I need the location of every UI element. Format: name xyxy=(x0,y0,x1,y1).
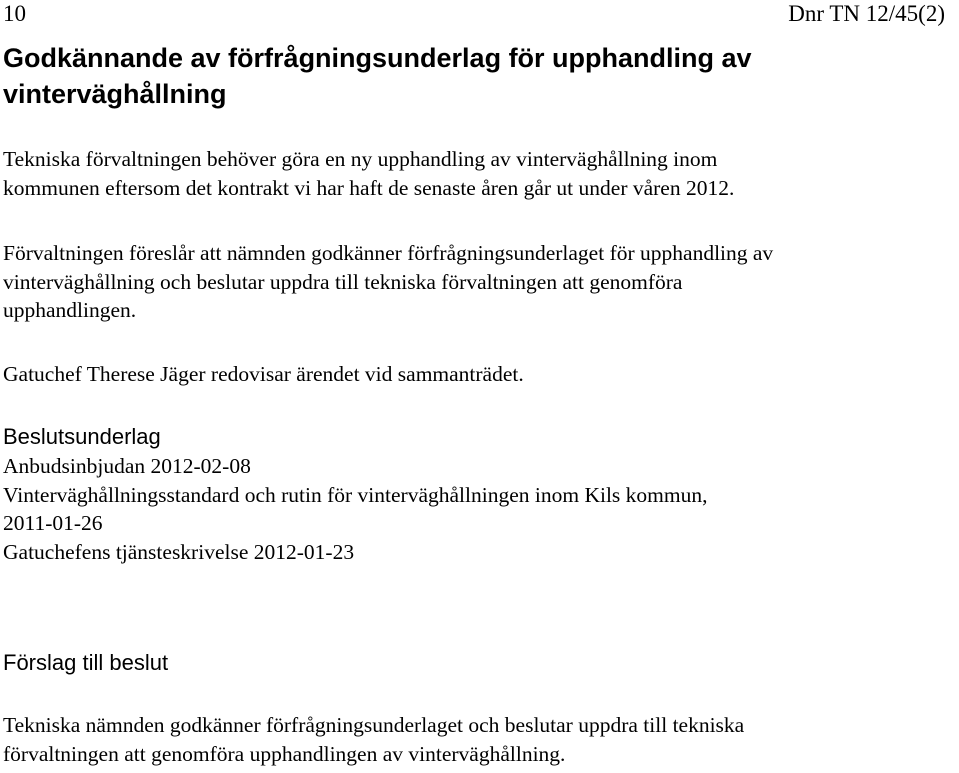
text-line: Tekniska förvaltningen behöver göra en ny upphandling av vinterväghållning inom xyxy=(3,147,718,171)
paragraph-decision xyxy=(3,711,744,768)
paragraph-presentation xyxy=(3,360,524,389)
page-number: 10 xyxy=(3,1,26,26)
text-line: Tekniska nämnden godkänner förfrågningsunderlaget och beslutar uppdra till tekniska xyxy=(3,713,745,737)
document-title xyxy=(3,40,752,112)
paragraph-background xyxy=(3,145,734,202)
list-item: 2011-01-26 xyxy=(3,511,103,535)
text-line: upphandlingen. xyxy=(3,298,137,322)
text-line: Förvaltningen föreslår att nämnden godkänner förfrågningsunderlaget för upphandling av xyxy=(3,241,774,265)
heading-forslag: Förslag till beslut xyxy=(3,650,169,675)
list-item: Vinterväghållningsstandard och rutin för vinterväghållningen inom Kils kommun, xyxy=(3,482,708,507)
text-line: vinterväghållning och beslutar uppdra till tekniska förvaltningen att genomföra xyxy=(3,269,683,294)
title-line: Godkännande av förfrågningsunderlag för upphandling av xyxy=(3,43,752,73)
document-reference: Dnr TN 12/45(2) xyxy=(788,1,945,26)
paragraph-proposal xyxy=(3,239,773,325)
text-line: Gatuchef Therese Jäger redovisar ärendet vid sammanträdet. xyxy=(3,362,524,386)
heading-beslutsunderlag: Beslutsunderlag xyxy=(3,424,161,449)
list-item: Gatuchefens tjänsteskrivelse 2012-01-23 xyxy=(3,539,355,564)
list-item: Anbudsinbjudan 2012-02-08 xyxy=(3,454,251,478)
beslutsunderlag-list xyxy=(3,452,708,566)
text-line: förvaltningen att genomföra upphandlingen av vinterväghållning. xyxy=(3,741,566,766)
text-line: kommunen eftersom det kontrakt vi har haft de senaste åren går ut under våren 2012. xyxy=(3,175,735,200)
title-line: vinterväghållning xyxy=(3,79,227,109)
